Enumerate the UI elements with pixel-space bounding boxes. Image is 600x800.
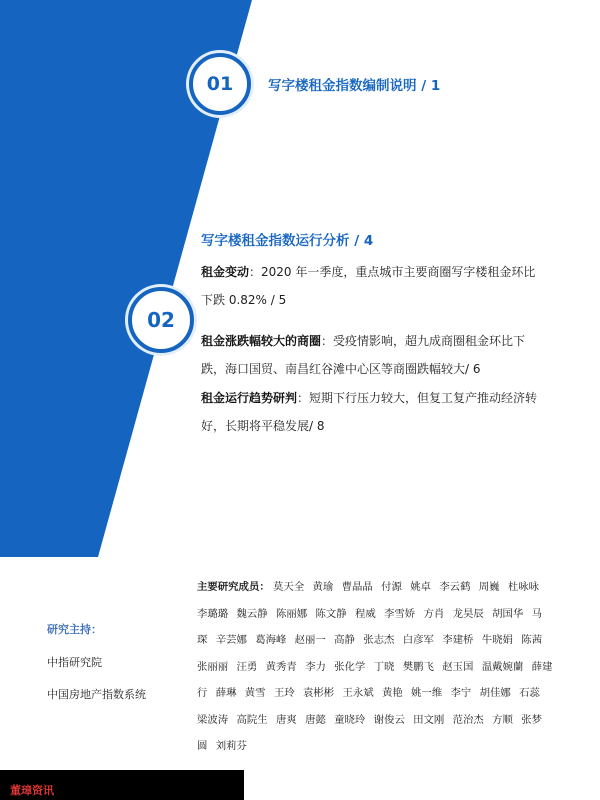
member-name: 方肖 [423,607,445,620]
members-label: 主要研究成员： [197,581,270,593]
research-members [197,574,557,760]
member-name: 唐爽 [275,713,297,726]
member-name: 胡佳娜 [479,687,511,699]
member-name: 姚卓 [410,581,431,593]
member-name: 高静 [334,634,355,646]
member-name: 李力 [305,660,326,673]
member-name: 龙昊辰 [452,607,484,620]
member-name: 曹晶晶 [341,581,373,593]
member-name: 童晓玲 [334,713,366,726]
member-name: 李雪娇 [384,607,416,620]
footer-source: 董璋资讯 [10,784,54,797]
member-name: 黄艳 [381,687,403,699]
section-number-badge-02 [128,287,194,353]
member-name: 樊鹏飞 [402,660,434,673]
member-name: 姚一维 [411,687,443,699]
member-name: 赵玉国 [442,660,474,673]
member-name: 张化学 [334,660,366,673]
member-name: 石蕊 [519,687,540,699]
member-name: 高院生 [236,713,268,726]
member-name: 张梦圆 [197,713,542,752]
member-name: 白彦军 [402,634,434,646]
host-org: 中国房地产指数系统 [47,688,146,701]
member-name: 李建桥 [442,634,474,646]
toc-entry-head: 租金变动 [201,265,250,279]
member-name: 马琛 [197,607,542,646]
member-name: 唐懿 [305,713,326,726]
member-name: 薛建行 [197,660,553,699]
member-name: 丁晓 [373,660,395,673]
member-name: 陈文静 [315,607,347,620]
toc-title-1[interactable]: 写字楼租金指数编制说明 / 1 [268,78,441,94]
member-name: 李宁 [450,687,472,699]
section-number-badge-01 [189,53,251,115]
member-name: 魏云静 [236,607,268,620]
toc-entry-head: 租金运行趋势研判 [201,391,298,405]
toc-title-2[interactable]: 写字楼租金指数运行分析 / 4 [201,233,374,249]
member-name: 辛芸娜 [215,634,247,646]
member-name: 张志杰 [363,634,395,646]
member-name: 张丽丽 [197,660,229,673]
member-name: 葛海峰 [255,634,287,646]
member-name: 赵丽一 [294,634,326,646]
toc-entry-head: 租金涨跌幅较大的商圈 [201,334,322,348]
member-name: 王玲 [273,687,295,699]
member-name: 牛晓娟 [481,634,513,646]
section-number: 02 [147,308,175,332]
member-name: 梁波涛 [197,713,229,726]
member-name: 汪勇 [236,660,258,673]
toc-entry-body: ：受疫情影响，超九成商圈租金环比下跌，海口国贸、南昌红谷滩中心区等商圈跌幅较大/ 6 [201,334,526,376]
member-name: 谢俊云 [373,713,405,726]
footer-bar [0,770,244,800]
toc-entry-rent-change[interactable] [201,258,546,314]
member-name: 黄瑜 [312,581,334,593]
member-name: 周巍 [478,581,500,593]
member-name: 方顺 [492,713,513,726]
research-host-label: 研究主持： [47,623,102,636]
member-name: 陈茜 [521,634,542,646]
member-name: 李璐璐 [197,607,229,620]
member-name: 黄秀青 [265,660,297,673]
toc-entry-body: ：2020 年一季度，重点城市主要商圈写字楼租金环比下跌 0.82% / 5 [201,265,536,307]
toc-entry-trend[interactable] [201,384,546,440]
member-name: 王永斌 [342,687,374,699]
member-name: 袁彬彬 [302,687,335,699]
member-name: 李云鹤 [439,581,471,593]
member-name: 陈丽娜 [275,607,308,620]
toc-entry-business-district[interactable] [201,327,546,383]
member-name: 杜咏咏 [507,581,540,593]
member-name: 薛琳 [215,687,237,699]
member-name: 付源 [381,581,402,593]
member-name: 胡国华 [492,607,524,620]
member-name: 田文刚 [413,713,445,726]
member-name: 刘莉芬 [215,740,247,752]
member-name: 温戴婉蘭 [481,660,524,673]
section-number: 01 [206,73,234,95]
member-name: 范治杰 [452,713,484,726]
host-org: 中指研究院 [47,656,102,669]
member-name: 莫天全 [273,581,305,593]
toc-entry-body: ：短期下行压力较大，但复工复产推动经济转好，长期将平稳发展/ 8 [201,391,538,433]
member-name: 程威 [354,607,376,620]
member-name: 黄雪 [244,687,266,699]
